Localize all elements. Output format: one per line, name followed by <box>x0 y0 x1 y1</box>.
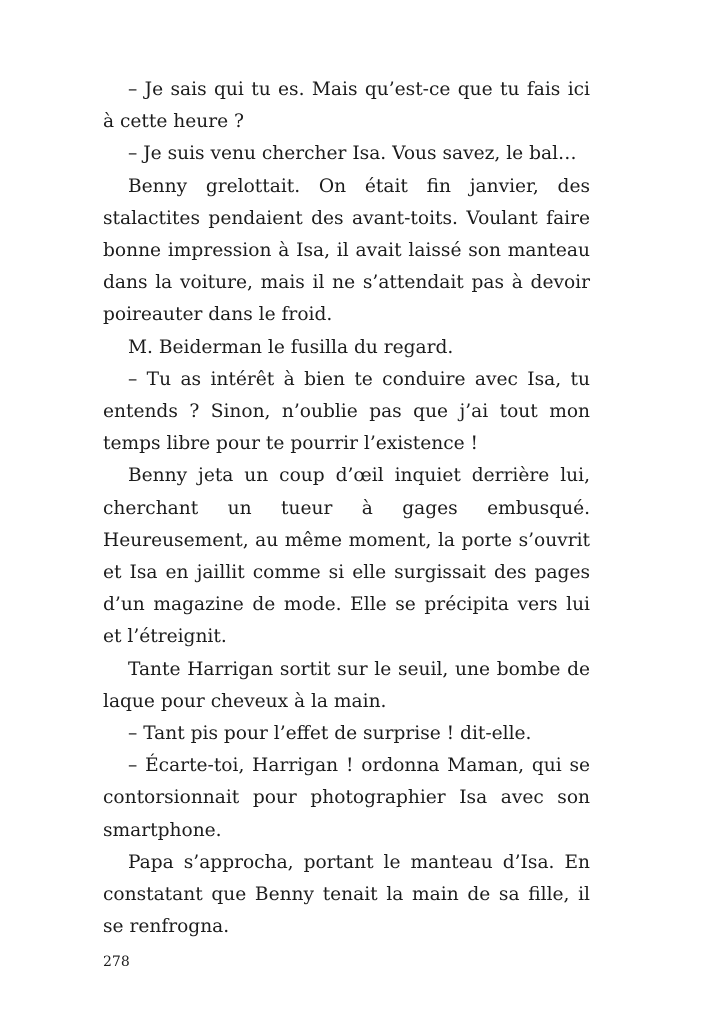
paragraph: – Tu as intérêt à bien te conduire avec Isa, tu entends ? Sinon, n’oublie pas que j’ai tout mon temps libre pour te pourrir l’existence ! <box>103 368 590 455</box>
paragraph: Papa s’approcha, portant le manteau d’Isa. En constatant que Benny tenait la main de sa fille, il se renfrogna. <box>103 851 590 938</box>
body-text <box>103 74 590 943</box>
paragraph: – Je suis venu chercher Isa. Vous savez, le bal… <box>128 143 577 165</box>
paragraph: – Écarte-toi, Harrigan ! ordonna Maman, qui se contorsionnait pour photographier Isa avec son smartphone. <box>103 755 590 841</box>
paragraph: – Tant pis pour l’effet de surprise ! dit-elle. <box>128 723 532 745</box>
paragraph: Benny jeta un coup d’œil inquiet derrière lui, cherchant un tueur à gages embusqué. Heureusement, au même moment, la porte s’ouvrit et Isa en jaillit comme si elle surgissait des pages d’un magazine de mode. Elle se précipita vers lui et l’étreignit. <box>103 465 590 648</box>
page-number: 278 <box>103 954 130 970</box>
paragraph: Tante Harrigan sortit sur le seuil, une bombe de laque pour cheveux à la main. <box>103 658 590 712</box>
paragraph: Benny grelottait. On était fin janvier, des stalactites pendaient des avant-toits. Voulant faire bonne impression à Isa, il avait laissé son manteau dans la voiture, mais il ne s’attendait pas à devoir poireauter dans le froid. <box>103 175 590 326</box>
paragraph: M. Beiderman le fusilla du regard. <box>128 336 454 358</box>
paragraph: – Je sais qui tu es. Mais qu’est-ce que tu fais ici à cette heure ? <box>103 79 590 133</box>
